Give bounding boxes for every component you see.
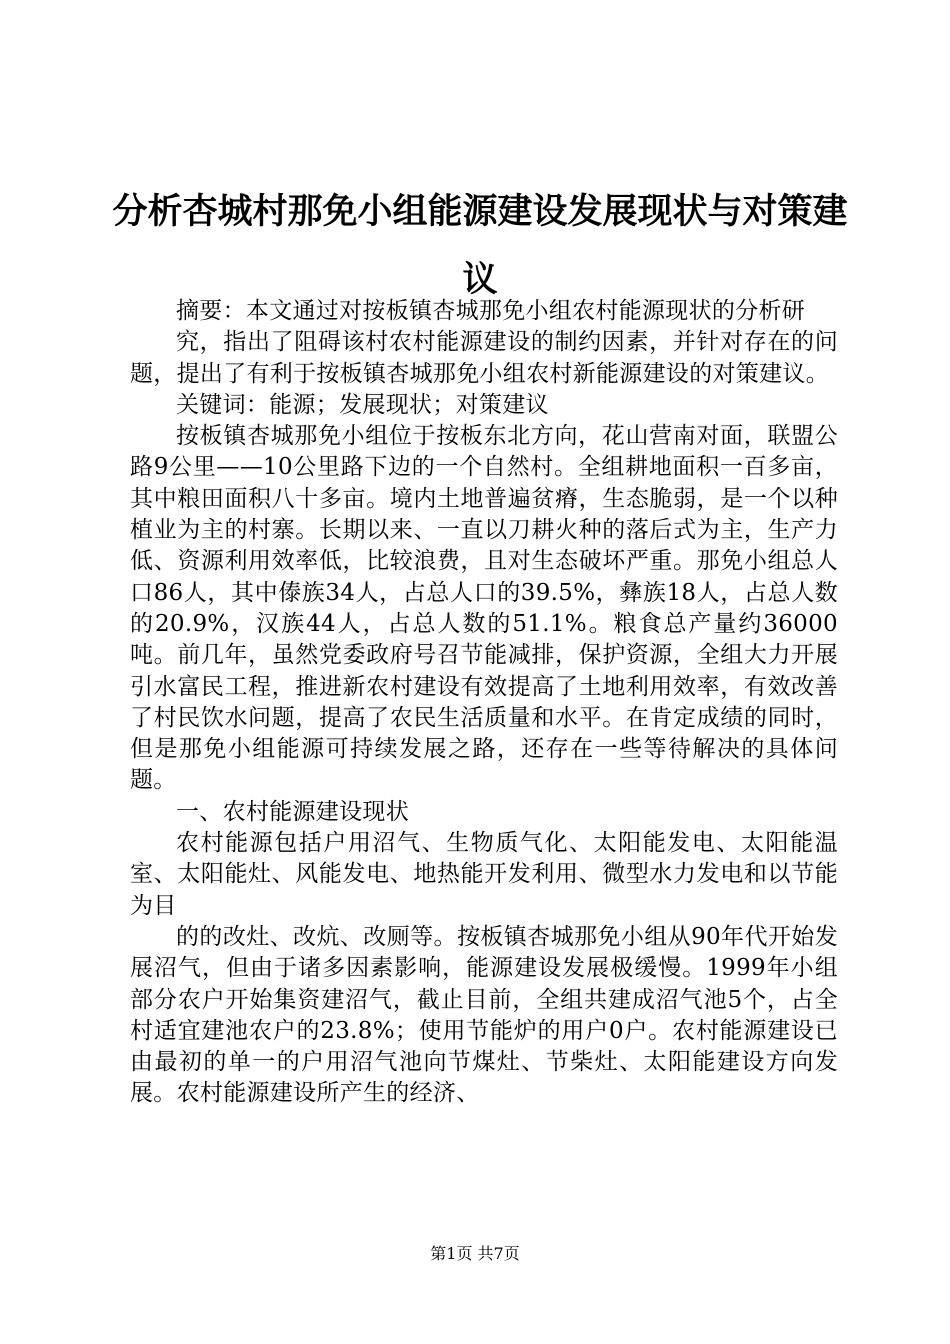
page-number-footer: 第1页 共7页 bbox=[430, 1244, 520, 1263]
abstract-paragraph: 摘要：本文通过对按板镇杏城那免小组农村能源现状的分析研 bbox=[176, 298, 806, 324]
keywords-paragraph: 关键词：能源；发展现状；对策建议 bbox=[176, 391, 549, 418]
document-title: 分析杏城村那免小组能源建设发展现状与对策建议 bbox=[112, 192, 848, 300]
intro-paragraph: 按板镇杏城那免小组位于按板东北方向，花山营南对面，联盟公路9公里——10公里路下边的一个自然村。全组耕地面积一百多亩，其中粮田面积八十多亩。境内土地普遍贫瘠，生态脆弱，是一个以种植业为主的村寨。长期以来、一直以刀耕火种的落后式为主，生产力低、资源利用效率低，比较浪费，且对生态破坏严重。那免小组总人口86人，其中傣族34人，占总人口的39.5%，彝族18人，占总人数的20.9%，汉族44人，占总人数的51.1%。粮食总产量约36000吨。前几年，虽然党委政府号召节能减排，保护资源，全组大力开展引水富民工程，推进新农村建设有效提高了土地利用效率，有效改善了村民饮水问题，提高了农民生活质量和水平。在肯定成绩的同时，但是那免小组能源可持续发展之路，还存在一些等待解决的具体问题。 bbox=[130, 423, 838, 794]
section-heading: 一、农村能源建设现状 bbox=[176, 798, 409, 825]
section-paragraph: 农村能源包括户用沼气、生物质气化、太阳能发电、太阳能温室、太阳能灶、风能发电、地热能开发利用、微型水力发电和以节能为目 bbox=[130, 830, 838, 919]
abstract-continuation-paragraph: 究，指出了阻碍该村农村能源建设的制约因素，并针对存在的问题，提出了有利于按板镇杏城那免小组农村新能源建设的对策建议。 bbox=[130, 329, 838, 387]
section-continuation-paragraph: 的的改灶、改炕、改厕等。按板镇杏城那免小组从90年代开始发展沼气，但由于诸多因素影响，能源建设发展极缓慢。1999年小组部分农户开始集资建沼气，截止目前，全组共建成沼气池5个，占全村适宜建池农户的23.8%；使用节能炉的用户0户。农村能源建设已由最初的单一的户用沼气池向节煤灶、节柴灶、太阳能建设方向发展。农村能源建设所产生的经济、 bbox=[130, 923, 838, 1107]
document-body bbox=[130, 296, 838, 1110]
